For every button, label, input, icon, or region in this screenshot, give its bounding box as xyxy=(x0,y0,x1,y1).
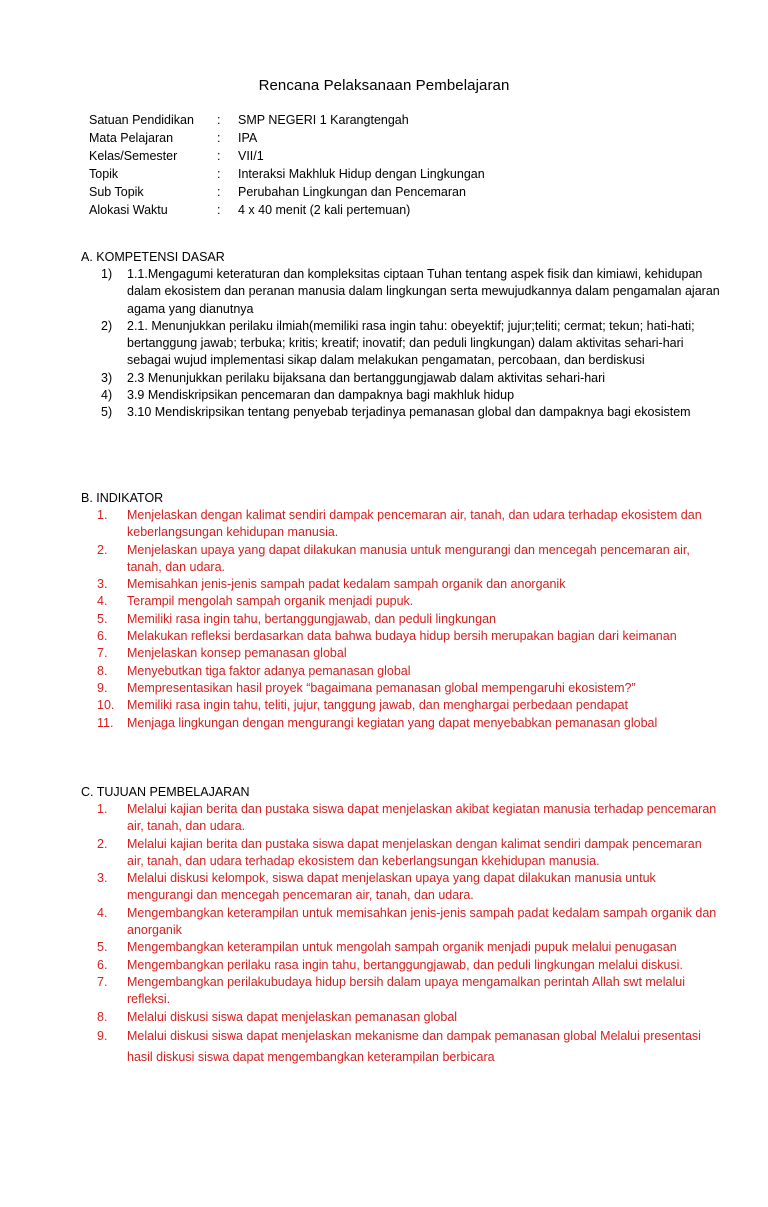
list-item xyxy=(81,1009,721,1026)
item-number: 6. xyxy=(97,957,108,972)
item-text: Terampil mengolah sampah organik menjadi pupuk. xyxy=(127,594,414,609)
meta-label: Topik xyxy=(89,167,119,181)
item-text: 3.10 Mendiskripsikan tentang penyebab terjadinya pemanasan global dan dampaknya bagi ekosistem xyxy=(127,405,691,420)
item-text: Memiliki rasa ingin tahu, bertanggungjawab, dan peduli lingkungan xyxy=(127,611,496,626)
meta-label: Mata Pelajaran xyxy=(89,131,174,145)
list-item xyxy=(81,680,721,697)
item-number: 2. xyxy=(97,542,108,557)
meta-row: Mata Pelajaran : IPA xyxy=(89,131,258,145)
item-number: 3. xyxy=(97,871,108,886)
tujuan-list xyxy=(81,801,721,1068)
item-number: 3) xyxy=(101,370,113,385)
item-text: Melalui kajian berita dan pustaka siswa dapat menjelaskan akibat kegiatan manusia terhadap pencemaran air, tanah, dan udara. xyxy=(127,802,717,834)
item-text: Mengembangkan keterampilan untuk memisahkan jenis-jenis sampah padat kedalam sampah organik dan anorganik xyxy=(127,905,717,938)
list-item xyxy=(81,957,721,974)
item-number: 6. xyxy=(97,629,108,644)
section-tujuan-pembelajaran xyxy=(81,784,721,1068)
item-number: 5. xyxy=(97,611,108,626)
item-number: 4) xyxy=(101,388,113,403)
item-number: 2. xyxy=(97,836,108,851)
item-number: 5) xyxy=(101,405,113,420)
meta-value: 4 x 40 menit (2 kali pertemuan) xyxy=(238,203,411,217)
meta-row: Alokasi Waktu : 4 x 40 menit (2 kali pertemuan) xyxy=(89,203,411,217)
meta-value: SMP NEGERI 1 Karangtengah xyxy=(238,113,409,127)
item-number: 8. xyxy=(97,663,108,678)
meta-row: Sub Topik : Perubahan Lingkungan dan Pencemaran xyxy=(89,185,466,199)
page-title: Rencana Pelaksanaan Pembelajaran xyxy=(258,77,510,94)
meta-value: Interaksi Makhluk Hidup dengan Lingkungan xyxy=(238,167,485,181)
item-text: Menjelaskan konsep pemanasan global xyxy=(127,646,347,661)
list-item xyxy=(81,266,721,318)
item-number: 1. xyxy=(97,802,108,816)
item-number: 3. xyxy=(97,577,108,592)
list-item xyxy=(81,370,721,387)
item-number: 11. xyxy=(97,715,114,730)
meta-value: IPA xyxy=(238,131,258,145)
item-text: 2.3 Menunjukkan perilaku bijaksana dan bertanggungjawab dalam aktivitas sehari-hari xyxy=(127,370,606,385)
list-item xyxy=(81,387,721,404)
meta-label: Sub Topik xyxy=(89,185,144,199)
kompetensi-list xyxy=(81,266,721,422)
item-text: Memiliki rasa ingin tahu, teliti, jujur, tanggung jawab, dan menghargai perbedaan pendapat xyxy=(127,698,629,713)
item-number: 7. xyxy=(97,974,108,989)
item-text: Melalui kajian berita dan pustaka siswa dapat menjelaskan dengan kalimat sendiri dampak pencemaran air, tanah, dan udara terhadap ekosistem dan keberlangsungan kkehidupan manusia. xyxy=(127,836,702,868)
list-item xyxy=(81,628,721,645)
list-item xyxy=(81,663,721,680)
meta-row: Topik : Interaksi Makhluk Hidup dengan Lingkungan xyxy=(89,167,485,181)
item-text: Melalui diskusi siswa dapat menjelaskan pemanasan global xyxy=(127,1009,458,1024)
list-item xyxy=(81,507,721,542)
item-number: 1. xyxy=(97,508,108,522)
item-number: 5. xyxy=(97,940,108,955)
list-item xyxy=(81,542,721,577)
list-item xyxy=(81,593,721,610)
item-text: Melakukan refleksi berdasarkan data bahwa budaya hidup bersih merupakan bagian dari keimanan xyxy=(127,629,677,644)
item-text: Melalui diskusi kelompok, siswa dapat menjelaskan upaya yang dapat dilakukan manusia untuk mengurangi dan mencegah pencemaran air, tanah, dan udara. xyxy=(127,871,656,903)
item-number: 8. xyxy=(97,1009,108,1024)
item-number: 10. xyxy=(97,698,115,713)
item-number: 9. xyxy=(97,1028,108,1043)
section-indikator xyxy=(81,490,721,732)
item-text: Menjaga lingkungan dengan mengurangi kegiatan yang dapat menyebabkan pemanasan global xyxy=(127,715,658,730)
list-item xyxy=(81,801,721,836)
item-text: 3.9 Mendiskripsikan pencemaran dan dampaknya bagi makhluk hidup xyxy=(127,388,515,403)
section-heading: A. KOMPETENSI DASAR xyxy=(81,250,225,264)
item-number: 9. xyxy=(97,680,108,695)
list-item xyxy=(81,1026,721,1068)
item-text: Mengembangkan perilaku rasa ingin tahu, bertanggungjawab, dan peduli lingkungan melalui diskusi. xyxy=(127,957,683,972)
indikator-list xyxy=(81,507,721,732)
list-item xyxy=(81,611,721,628)
item-number: 4. xyxy=(97,594,108,609)
list-item xyxy=(81,870,721,905)
list-item xyxy=(81,836,721,871)
section-heading: C. TUJUAN PEMBELAJARAN xyxy=(81,785,250,799)
item-number: 7. xyxy=(97,646,108,661)
list-item xyxy=(81,939,721,956)
meta-label: Satuan Pendidikan xyxy=(89,113,194,127)
list-item xyxy=(81,715,721,732)
item-number: 2) xyxy=(101,318,113,333)
item-text: 2.1. Menunjukkan perilaku ilmiah(memiliki rasa ingin tahu: obeyektif; jujur;teliti; cermat; tekun; hati-hati; bertanggung jawab; terbuka; kritis; kreatif; inovatif; dan peduli lingkungan) dalam aktivitas sehari-hari sebagai wujud implementasi sikap dalam melakukan pengamatan, percobaan, dan berdiskusi xyxy=(127,318,695,368)
section-heading: B. INDIKATOR xyxy=(81,491,164,505)
item-text: Menyebutkan tiga faktor adanya pemanasan global xyxy=(127,663,411,678)
meta-value: VII/1 xyxy=(238,149,264,163)
item-text: Mengembangkan perilakubudaya hidup bersih dalam upaya mengamalkan perintah Allah swt melalui refleksi. xyxy=(127,974,685,1007)
item-text: Memisahkan jenis-jenis sampah padat kedalam sampah organik dan anorganik xyxy=(127,577,566,592)
meta-label: Alokasi Waktu xyxy=(89,203,168,217)
section-kompetensi-dasar xyxy=(81,249,721,422)
item-text: Melalui diskusi siswa dapat menjelaskan mekanisme dan dampak pemanasan global Melalui presentasi hasil diskusi siswa dapat mengembangkan keterampilan berbicara xyxy=(127,1028,701,1064)
list-item xyxy=(81,697,721,714)
list-item xyxy=(81,404,721,421)
list-item xyxy=(81,645,721,662)
item-text: 1.1.Mengagumi keteraturan dan kompleksitas ciptaan Tuhan tentang aspek fisik dan kimiawi, kehidupan dalam ekosistem dan peranan manusia dalam lingkungan serta mewujudkannya dalam pengamalan ajaran agama yang dianutnya xyxy=(127,267,720,316)
meta-row: Kelas/Semester : VII/1 xyxy=(89,149,264,163)
meta-row: Satuan Pendidikan : SMP NEGERI 1 Karangtengah xyxy=(89,113,409,127)
list-item xyxy=(81,318,721,370)
list-item xyxy=(81,576,721,593)
item-text: Menjelaskan upaya yang dapat dilakukan manusia untuk mengurangi dan mencegah pencemaran air, tanah, dan udara. xyxy=(127,542,690,574)
list-item xyxy=(81,974,721,1009)
list-item xyxy=(81,905,721,940)
meta-value: Perubahan Lingkungan dan Pencemaran xyxy=(238,185,466,199)
item-number: 4. xyxy=(97,905,108,920)
item-text: Menjelaskan dengan kalimat sendiri dampak pencemaran air, tanah, dan udara terhadap ekosistem dan keberlangsungan kehidupan manusia. xyxy=(127,508,702,540)
meta-label: Kelas/Semester xyxy=(89,149,178,163)
item-text: Mempresentasikan hasil proyek “bagaimana pemanasan global mempengaruhi ekosistem?” xyxy=(127,680,636,695)
identity-table xyxy=(89,111,485,219)
item-text: Mengembangkan keterampilan untuk mengolah sampah organik menjadi pupuk melalui penugasan xyxy=(127,940,677,955)
item-number: 1) xyxy=(101,267,113,281)
